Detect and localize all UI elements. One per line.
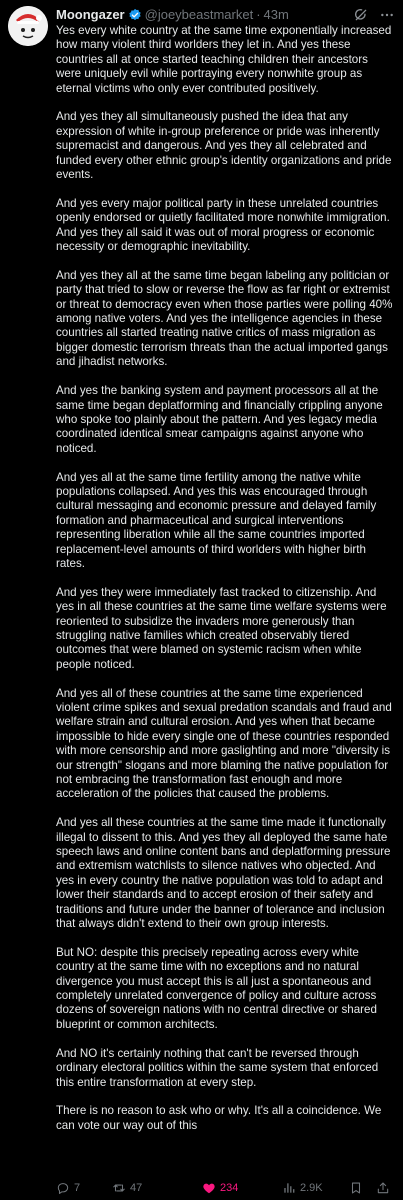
views-icon <box>282 1181 296 1195</box>
display-name[interactable]: Moongazer <box>56 7 125 22</box>
post-header <box>56 6 395 24</box>
grok-icon[interactable] <box>353 7 369 23</box>
like-button[interactable] <box>202 1181 238 1195</box>
post-paragraph: And yes the banking system and payment processors all at the same time began deplatforming and financially crippling anyone who spoke too plainly about the pattern. And yes legacy media coordinated identical smear campaigns against anyone who noticed. <box>56 384 383 455</box>
post-paragraph: And yes all at the same time fertility among the native white populations collapsed. And yes this was encouraged through cultural messaging and economic pressure and delayed family formation and pharmaceutical and surgical interventions representing liberation while all the same countries imported replacement-level amounts of third worlders with higher birth rates. <box>56 470 377 570</box>
post-paragraph: And yes all these countries at the same time made it functionally illegal to dissent to this. And yes they all deployed the same hate speech laws and online content bans and deplatforming pressure and extremism watchlists to silence natives who objected. And yes in every country the native population was told to adapt and lower their standards and to accept erosion of their safety and traditions and future under the banner of tolerance and inclusion that always didn't extend to their own group interests. <box>56 816 391 931</box>
bookmark-icon <box>349 1181 363 1195</box>
repost-count: 47 <box>130 1182 143 1194</box>
repost-button[interactable] <box>112 1181 142 1195</box>
views-button[interactable] <box>282 1181 323 1195</box>
author-handle[interactable]: @joeybeastmarket <box>144 7 254 22</box>
header-icons <box>353 7 395 23</box>
moon-face-avatar-icon <box>8 6 48 46</box>
post-paragraph: There is no reason to ask who or why. It's all a coincidence. We can vote our way out of this <box>56 1104 382 1132</box>
separator-dot: · <box>256 7 261 22</box>
post-paragraph: And NO it's certainly nothing that can't be reversed through ordinary electoral politics within the same system that enforced this entire transformation at every step. <box>56 1046 379 1089</box>
repost-icon <box>112 1181 126 1195</box>
post-paragraph: And yes all of these countries at the same time experienced violent crime spikes and sexual predation scandals and fraud and welfare strain and cultural erosion. And yes when that became impossible to hide every single one of these countries responded with more censorship and more gaslighting and more "diversity is our strength" slogans and more blaming the native population for not embracing the transformation fast enough and more acceleration of the policies that caused the problems. <box>56 686 392 801</box>
share-button[interactable] <box>376 1181 390 1195</box>
more-icon[interactable] <box>379 7 395 23</box>
post-text <box>56 24 396 1148</box>
post-timestamp[interactable]: 43m <box>263 7 289 22</box>
heart-icon <box>202 1181 216 1195</box>
post-paragraph: And yes they were immediately fast tracked to citizenship. And yes in all these countries at the same time welfare systems were reoriented to subsidize the invaders more generously than struggling native families which created observably tiered outcomes that were blamed on systemic racism when white people noticed. <box>56 585 387 671</box>
like-count: 234 <box>220 1182 239 1194</box>
post-paragraph: Yes every white country at the same time exponentially increased how many violent third worlders they let in. And yes these countries all at once started teaching children their ancestors were uniquely evil while portraying every nonwhite group as eternal victims who only ever contributed positively. <box>56 24 392 95</box>
verified-badge-icon <box>128 8 142 22</box>
post-paragraph: But NO: despite this precisely repeating across every white country at the same time with no exceptions and no natural divergence you must accept this is all just a spontaneous and completely unrelated convergence of policy and culture across dozens of sovereign nations with no central directive or shared blueprint or common architects. <box>56 945 377 1031</box>
reply-icon <box>56 1181 70 1195</box>
reply-button[interactable] <box>56 1181 80 1195</box>
post-paragraph: And yes they all at the same time began labeling any politician or party that tried to slow or reverse the flow as far right or extremist or threat to democracy even when those parties were polling 40% among native voters. And yes the intelligence agencies in these countries all started treating native critics of mass migration as bigger domestic terrorism threats than the actual imported gangs and jihadist networks. <box>56 268 393 369</box>
post-paragraph: And yes every major political party in these unrelated countries openly endorsed or quietly facilitated more nonwhite immigration. And yes they all said it was out of moral progress or economic necessity or demographic inevitability. <box>56 196 390 254</box>
avatar[interactable] <box>8 6 48 46</box>
post-paragraph: And yes they all simultaneously pushed the idea that any expression of white in-group preference or pride was inherently supremacist and dangerous. And yes they all celebrated and funded every other ethnic group's identity organizations and pride events. <box>56 110 392 182</box>
views-count: 2.9K <box>300 1182 323 1194</box>
reply-count: 7 <box>74 1182 81 1194</box>
bookmark-button[interactable] <box>349 1181 363 1195</box>
action-bar <box>56 1180 396 1196</box>
share-icon <box>376 1181 390 1195</box>
